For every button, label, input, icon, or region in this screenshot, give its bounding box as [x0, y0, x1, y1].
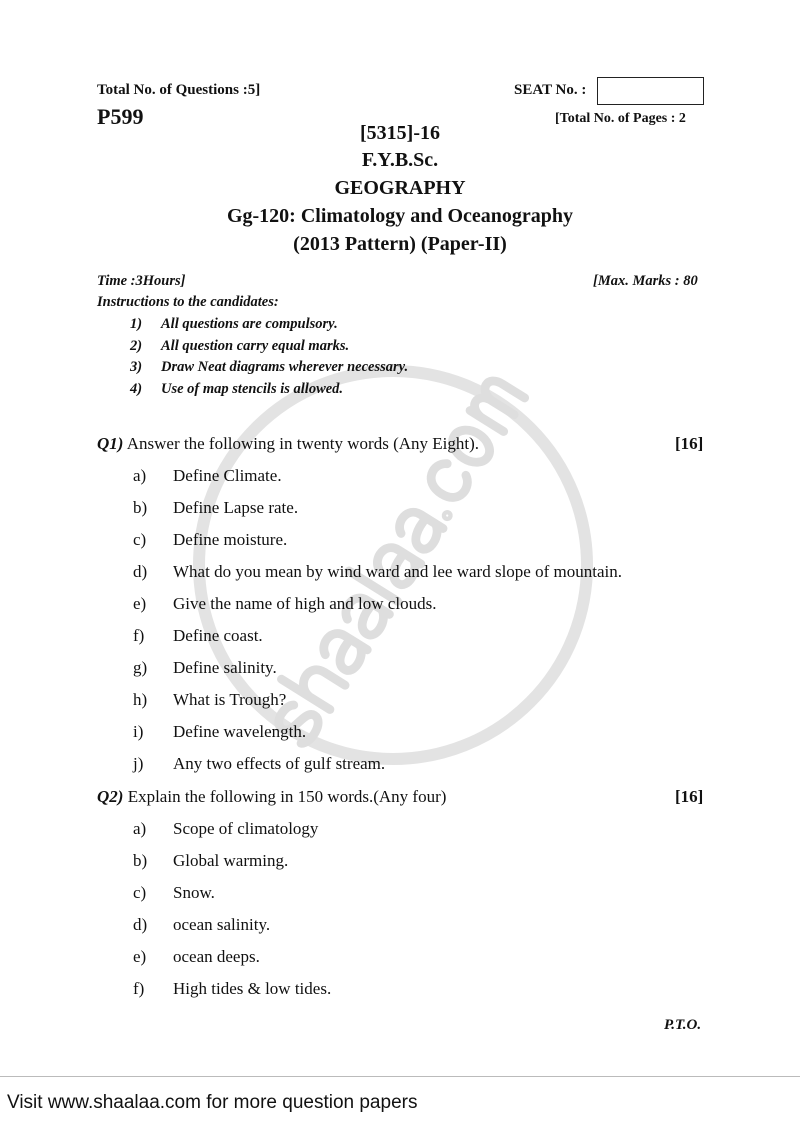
list-item [0, 562, 800, 584]
instruction-number: 1) [130, 316, 143, 332]
item-text: Global warming. [173, 851, 289, 870]
item-label: d) [133, 915, 148, 934]
footer-link[interactable]: Visit www.shaalaa.com for more question papers [7, 1092, 418, 1113]
list-item [0, 466, 800, 488]
list-item [0, 530, 800, 552]
item-text: Define moisture. [173, 530, 288, 549]
item-label: g) [133, 658, 148, 677]
item-label: a) [133, 819, 147, 838]
item-text: Define coast. [173, 626, 263, 645]
instruction-number: 2) [130, 337, 143, 354]
list-item [0, 498, 800, 520]
seat-number-box [597, 77, 704, 105]
list-item [0, 979, 800, 1001]
seat-label: SEAT No. : [514, 82, 587, 98]
paper-title: Gg-120: Climatology and Oceanography [226, 205, 574, 227]
item-label: b) [133, 851, 148, 870]
instruction-text: All question carry equal marks. [161, 337, 350, 354]
question-header [97, 434, 479, 454]
instruction-number: 3) [130, 359, 143, 375]
item-text: Define salinity. [173, 658, 277, 677]
item-label: c) [133, 883, 147, 902]
list-item [0, 658, 800, 680]
subject: GEOGRAPHY [334, 177, 466, 199]
item-text: Give the name of high and low clouds. [173, 594, 437, 613]
list-item [0, 594, 800, 616]
item-label: j) [133, 754, 144, 773]
item-text: High tides & low tides. [173, 979, 332, 998]
question-number: Q2) [97, 787, 124, 806]
instruction-text: Draw Neat diagrams wherever necessary. [161, 359, 409, 375]
item-text: Any two effects of gulf stream. [173, 754, 386, 773]
instructions-heading: Instructions to the candidates: [97, 294, 279, 310]
item-label: c) [133, 530, 147, 549]
instruction-text: All questions are compulsory. [161, 316, 338, 332]
instruction-number: 4) [130, 380, 143, 397]
item-text: Define wavelength. [173, 722, 307, 741]
item-label: i) [133, 722, 144, 741]
item-label: e) [133, 947, 147, 966]
item-label: h) [133, 690, 148, 709]
question-header [97, 787, 446, 807]
pto: P.T.O. [664, 1017, 702, 1033]
total-questions: Total No. of Questions :5] [97, 82, 261, 98]
list-item [0, 883, 800, 905]
time: Time :3Hours] [97, 273, 186, 289]
item-label: b) [133, 498, 148, 517]
exam-code: [5315]-16 [360, 122, 440, 144]
course: F.Y.B.Sc. [361, 149, 439, 171]
max-marks: [Max. Marks : 80 [593, 273, 698, 289]
item-text: What do you mean by wind ward and lee ward slope of mountain. [173, 562, 622, 581]
item-label: a) [133, 466, 147, 485]
question-text: Answer the following in twenty words (Any Eight). [126, 434, 479, 453]
item-label: f) [133, 626, 145, 645]
question-text: Explain the following in 150 words.(Any four) [127, 787, 447, 806]
instruction-text: Use of map stencils is allowed. [161, 380, 344, 397]
item-text: Snow. [173, 883, 215, 902]
item-label: d) [133, 562, 148, 581]
footer-divider [0, 1076, 800, 1077]
paper-code: P599 [97, 104, 144, 129]
item-text: Define Lapse rate. [173, 498, 299, 517]
item-text: Define Climate. [173, 466, 282, 485]
list-item [0, 915, 800, 937]
list-item [0, 947, 800, 969]
pattern: (2013 Pattern) (Paper-II) [293, 233, 507, 255]
question-marks: [16] [675, 434, 704, 453]
item-label: e) [133, 594, 147, 613]
list-item [0, 626, 800, 648]
question-number: Q1) [97, 434, 124, 453]
item-text: ocean salinity. [173, 915, 271, 934]
item-label: f) [133, 979, 145, 998]
item-text: What is Trough? [173, 690, 287, 709]
list-item [0, 819, 800, 841]
total-pages: [Total No. of Pages : 2 [555, 111, 686, 126]
list-item [0, 690, 800, 712]
item-text: ocean deeps. [173, 947, 260, 966]
list-item [0, 851, 800, 873]
list-item [0, 754, 800, 776]
list-item [0, 722, 800, 744]
question-marks: [16] [675, 787, 704, 806]
item-text: Scope of climatology [173, 819, 319, 838]
